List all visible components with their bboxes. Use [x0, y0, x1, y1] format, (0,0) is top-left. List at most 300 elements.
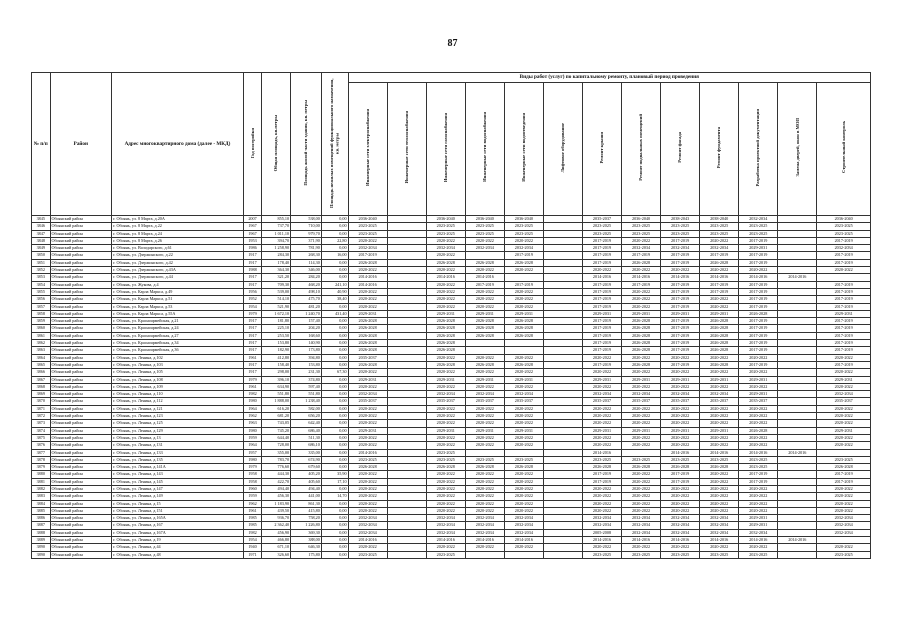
- cell-work-period: 2029-2031: [739, 245, 778, 252]
- cell-work-period: 2020-2022: [817, 383, 871, 390]
- cell-no: 3886: [32, 515, 51, 522]
- cell-work-period: 2020-2022: [817, 434, 871, 441]
- cell-work-period: 2017-2019: [582, 471, 621, 478]
- cell-no: 3855: [32, 288, 51, 295]
- cell-work-period: [387, 398, 426, 405]
- cell-no: 3877: [32, 449, 51, 456]
- cell-no: 3848: [32, 237, 51, 244]
- cell-work-period: 2026-2028: [622, 259, 661, 266]
- cell-work-period: 2026-2028: [700, 325, 739, 332]
- cell-work-period: [543, 216, 582, 223]
- cell-work-period: [387, 405, 426, 412]
- cell-address: г. Обоянь, ул. Дзержинского, д.43А: [112, 267, 244, 274]
- cell-district: Обоянский район: [50, 442, 112, 449]
- cell-year: 1954: [243, 303, 262, 310]
- cell-work-period: [543, 544, 582, 551]
- cell-district: Обоянский район: [50, 325, 112, 332]
- cell-nonliving-area: 0,00: [321, 230, 348, 237]
- cell-work-period: 2020-2022: [582, 493, 621, 500]
- cell-work-period: 2035-2037: [348, 354, 387, 361]
- cell-work-period: 2017-2019: [661, 340, 700, 347]
- cell-total-area: 728,00: [262, 442, 291, 449]
- cell-work-period: 2023-2025: [661, 456, 700, 463]
- cell-year: 1917: [243, 332, 262, 339]
- cell-work-period: [543, 449, 582, 456]
- cell-work-period: 2020-2022: [739, 267, 778, 274]
- cell-work-period: [778, 391, 817, 398]
- cell-work-period: 2017-2019: [817, 478, 871, 485]
- cell-work-period: 2020-2022: [426, 405, 465, 412]
- cell-work-period: 2020-2022: [465, 507, 504, 514]
- cell-work-period: 2032-2034: [700, 522, 739, 529]
- cell-nonliving-area: 0,00: [321, 398, 348, 405]
- cell-total-area: 776,60: [262, 464, 291, 471]
- table-row: [32, 230, 871, 237]
- cell-work-period: [387, 318, 426, 325]
- cell-district: Обоянский район: [50, 216, 112, 223]
- cell-work-period: 2020-2022: [426, 237, 465, 244]
- cell-work-period: 2020-2022: [348, 544, 387, 551]
- cell-work-period: 2032-2034: [504, 529, 543, 536]
- cell-district: Обоянский район: [50, 493, 112, 500]
- cell-address: г. Обоянь, ул. Ленина, д.145: [112, 478, 244, 485]
- cell-no: 3859: [32, 318, 51, 325]
- cell-work-period: [465, 347, 504, 354]
- cell-year: 1961: [243, 383, 262, 390]
- cell-work-period: [543, 515, 582, 522]
- cell-living-area: 140,90: [291, 340, 322, 347]
- cell-living-area: 642,40: [291, 420, 322, 427]
- cell-work-period: 2026-2028: [504, 259, 543, 266]
- cell-work-period: 2023-2025: [739, 456, 778, 463]
- cell-nonliving-area: 0,00: [321, 245, 348, 252]
- cell-address: г. Обоянь, ул. 8 Марта, д.26: [112, 237, 244, 244]
- cell-work-period: [543, 325, 582, 332]
- cell-living-area: 268,30: [291, 252, 322, 259]
- cell-work-period: [778, 288, 817, 295]
- table-row: [32, 274, 871, 281]
- cell-work-period: 2026-2028: [426, 361, 465, 368]
- cell-work-period: 2029-2031: [504, 310, 543, 317]
- cell-no: 3856: [32, 296, 51, 303]
- cell-district: Обоянский район: [50, 340, 112, 347]
- cell-work-period: 2020-2022: [348, 288, 387, 295]
- cell-work-period: 2020-2022: [700, 383, 739, 390]
- cell-work-period: 2017-2019: [739, 259, 778, 266]
- cell-total-area: 321,20: [262, 274, 291, 281]
- header-no: № п/п: [32, 73, 51, 216]
- cell-work-period: [543, 354, 582, 361]
- cell-work-period: 2036-2040: [622, 216, 661, 223]
- cell-work-period: 2020-2022: [465, 434, 504, 441]
- cell-no: 3876: [32, 442, 51, 449]
- cell-work-period: 2026-2028: [622, 325, 661, 332]
- cell-address: г. Обоянь, ул. Ленина, д.147: [112, 485, 244, 492]
- cell-work-period: 2026-2028: [504, 464, 543, 471]
- cell-work-period: 2029-2031: [700, 376, 739, 383]
- cell-address: г. Обоянь, ул. Ленина, д.103: [112, 361, 244, 368]
- cell-nonliving-area: 0,00: [321, 427, 348, 434]
- header-address: Адрес многоквартирного дома (далее - МКД): [112, 73, 244, 216]
- cell-no: 3865: [32, 361, 51, 368]
- cell-work-period: 2020-2022: [504, 296, 543, 303]
- cell-district: Обоянский район: [50, 303, 112, 310]
- cell-year: 1917: [243, 281, 262, 288]
- cell-year: 1979: [243, 310, 262, 317]
- cell-district: Обоянский район: [50, 310, 112, 317]
- header-total-area: Общая площадь, кв.метры: [262, 73, 291, 216]
- cell-work-period: [778, 237, 817, 244]
- cell-work-period: 2017-2019: [817, 281, 871, 288]
- cell-work-period: 2020-2022: [739, 405, 778, 412]
- cell-work-period: 2032-2034: [426, 522, 465, 529]
- cell-work-period: 2014-2016: [778, 537, 817, 544]
- cell-living-area: 175,80: [291, 551, 322, 558]
- cell-total-area: 394,70: [262, 237, 291, 244]
- cell-work-period: [543, 464, 582, 471]
- cell-work-period: 2020-2022: [661, 354, 700, 361]
- cell-year: 1958: [243, 471, 262, 478]
- cell-work-period: [543, 274, 582, 281]
- cell-work-period: 2014-2016: [348, 281, 387, 288]
- cell-year: 1957: [243, 449, 262, 456]
- cell-district: Обоянский район: [50, 485, 112, 492]
- cell-total-area: 743,05: [262, 420, 291, 427]
- cell-work-period: [543, 318, 582, 325]
- header-work-type: Лифтовое оборудование: [543, 83, 582, 216]
- cell-year: 1979: [243, 464, 262, 471]
- cell-district: Обоянский район: [50, 544, 112, 551]
- cell-work-period: 2020-2022: [739, 442, 778, 449]
- cell-no: 3868: [32, 383, 51, 390]
- cell-work-period: [778, 456, 817, 463]
- cell-work-period: 2020-2022: [348, 237, 387, 244]
- cell-address: г. Обоянь, ул. Ленина, д.15: [112, 500, 244, 507]
- cell-district: Обоянский район: [50, 427, 112, 434]
- table-row: [32, 456, 871, 463]
- cell-work-period: 2017-2019: [582, 347, 621, 354]
- cell-total-area: 444,30: [262, 471, 291, 478]
- cell-no: 3863: [32, 347, 51, 354]
- cell-work-period: [387, 288, 426, 295]
- cell-work-period: 2020-2022: [504, 288, 543, 295]
- cell-district: Обоянский район: [50, 274, 112, 281]
- cell-address: г. Обоянь, ул. Ленина, д.48: [112, 551, 244, 558]
- cell-work-period: [387, 537, 426, 544]
- cell-living-area: 861,30: [291, 500, 322, 507]
- table-row: [32, 471, 871, 478]
- cell-work-period: [543, 427, 582, 434]
- cell-work-period: 2032-2034: [582, 391, 621, 398]
- cell-work-period: 2020-2022: [582, 267, 621, 274]
- cell-living-area: 204,20: [291, 325, 322, 332]
- cell-district: Обоянский район: [50, 405, 112, 412]
- cell-living-area: 710,00: [291, 223, 322, 230]
- cell-no: 3867: [32, 376, 51, 383]
- cell-no: 3866: [32, 369, 51, 376]
- table-row: [32, 544, 871, 551]
- cell-no: 3852: [32, 267, 51, 274]
- cell-address: г. Обоянь, ул. Ленина, д.105: [112, 369, 244, 376]
- cell-work-period: [387, 274, 426, 281]
- cell-nonliving-area: 0,00: [321, 464, 348, 471]
- cell-address: г. Обоянь, ул. Ленина, д.133: [112, 449, 244, 456]
- cell-work-period: 2029-2031: [465, 376, 504, 383]
- cell-year: 1959: [243, 493, 262, 500]
- cell-total-area: 681,20: [262, 413, 291, 420]
- cell-district: Обоянский район: [50, 449, 112, 456]
- cell-work-period: 2020-2022: [465, 471, 504, 478]
- cell-work-period: 2020-2022: [582, 442, 621, 449]
- cell-work-period: [465, 340, 504, 347]
- cell-work-period: [543, 303, 582, 310]
- cell-work-period: 2020-2022: [426, 369, 465, 376]
- cell-work-period: 2029-2031: [739, 391, 778, 398]
- cell-district: Обоянский район: [50, 537, 112, 544]
- capital-repair-table: [31, 72, 871, 559]
- table-row: [32, 434, 871, 441]
- cell-work-period: [543, 471, 582, 478]
- cell-total-area: 936,70: [262, 515, 291, 522]
- cell-no: 3873: [32, 420, 51, 427]
- cell-work-period: 2020-2022: [426, 434, 465, 441]
- cell-work-period: 2017-2019: [582, 259, 621, 266]
- cell-work-period: [387, 420, 426, 427]
- cell-address: г. Обоянь, ул. Красноармейская, д.27: [112, 332, 244, 339]
- cell-work-period: 2020-2022: [465, 485, 504, 492]
- cell-work-period: 2017-2019: [582, 245, 621, 252]
- cell-no: 3849: [32, 245, 51, 252]
- cell-work-period: [387, 449, 426, 456]
- table-row: [32, 245, 871, 252]
- cell-work-period: 2020-2022: [700, 237, 739, 244]
- cell-year: 1985: [243, 522, 262, 529]
- cell-work-period: [778, 347, 817, 354]
- cell-work-period: [543, 413, 582, 420]
- cell-no: 3857: [32, 303, 51, 310]
- cell-total-area: 521,90: [262, 303, 291, 310]
- cell-living-area: 781,90: [291, 245, 322, 252]
- cell-district: Обоянский район: [50, 471, 112, 478]
- cell-work-period: 2017-2019: [700, 252, 739, 259]
- cell-work-period: 2014-2016: [739, 274, 778, 281]
- cell-living-area: 371,90: [291, 237, 322, 244]
- cell-work-period: 2026-2028: [426, 340, 465, 347]
- cell-work-period: 2017-2019: [661, 259, 700, 266]
- cell-work-period: [778, 413, 817, 420]
- cell-work-period: 2017-2019: [817, 318, 871, 325]
- table-row: [32, 303, 871, 310]
- cell-work-period: 2017-2019: [817, 471, 871, 478]
- cell-work-period: 2023-2025: [817, 230, 871, 237]
- cell-work-period: [387, 252, 426, 259]
- cell-address: г. Обоянь, ул. Ленина, д.167А: [112, 529, 244, 536]
- cell-work-period: 2026-2028: [348, 340, 387, 347]
- cell-work-period: 2014-2016: [465, 274, 504, 281]
- cell-work-period: [778, 223, 817, 230]
- table-row: [32, 500, 871, 507]
- cell-nonliving-area: 40,90: [321, 288, 348, 295]
- table-row: [32, 485, 871, 492]
- cell-work-period: [543, 551, 582, 558]
- cell-work-period: 2020-2022: [504, 544, 543, 551]
- cell-work-period: 2023-2025: [426, 456, 465, 463]
- cell-work-period: 2032-2034: [504, 522, 543, 529]
- cell-work-period: 2035-2037: [817, 398, 871, 405]
- cell-no: 3874: [32, 427, 51, 434]
- cell-work-period: 2020-2022: [622, 471, 661, 478]
- cell-work-period: 2020-2022: [661, 442, 700, 449]
- cell-work-period: [543, 340, 582, 347]
- cell-work-period: 2020-2022: [700, 493, 739, 500]
- cell-work-period: 2020-2022: [465, 354, 504, 361]
- cell-address: г. Обоянь, ул. Карла Маркса, д.51: [112, 296, 244, 303]
- cell-year: 1962: [243, 500, 262, 507]
- cell-address: г. Обоянь, ул. 8 Марта, д.20А: [112, 216, 244, 223]
- table-header: [32, 73, 871, 216]
- cell-work-period: 2035-2037: [739, 398, 778, 405]
- cell-work-period: 2032-2034: [739, 216, 778, 223]
- cell-work-period: 2032-2034: [661, 522, 700, 529]
- cell-work-period: 2026-2028: [622, 347, 661, 354]
- cell-work-period: [387, 442, 426, 449]
- cell-work-period: [543, 310, 582, 317]
- cell-work-period: 2017-2019: [661, 325, 700, 332]
- cell-work-period: 2017-2019: [817, 288, 871, 295]
- cell-work-period: 2026-2028: [582, 464, 621, 471]
- cell-work-period: 2032-2034: [817, 515, 871, 522]
- cell-address: г. Обоянь, ул. Карла Маркса, д.53: [112, 303, 244, 310]
- cell-work-period: 2020-2022: [465, 544, 504, 551]
- cell-work-period: 2020-2022: [504, 471, 543, 478]
- table-row: [32, 267, 871, 274]
- cell-nonliving-area: 0,00: [321, 413, 348, 420]
- cell-living-area: 168,60: [291, 332, 322, 339]
- table-row: [32, 259, 871, 266]
- cell-living-area: 475,70: [291, 296, 322, 303]
- cell-work-period: 2035-2037: [661, 398, 700, 405]
- cell-nonliving-area: 14,70: [321, 493, 348, 500]
- cell-living-area: 388,00: [291, 537, 322, 544]
- cell-work-period: 2020-2022: [504, 478, 543, 485]
- cell-work-period: 2020-2022: [661, 413, 700, 420]
- cell-work-period: 2020-2022: [465, 493, 504, 500]
- cell-work-period: 2020-2022: [426, 281, 465, 288]
- cell-work-period: 2036-2040: [426, 216, 465, 223]
- cell-total-area: 355,00: [262, 449, 291, 456]
- cell-living-area: 468,20: [291, 281, 322, 288]
- cell-nonliving-area: 0,00: [321, 361, 348, 368]
- cell-work-period: 2017-2019: [622, 281, 661, 288]
- cell-work-period: [778, 551, 817, 558]
- cell-work-period: [778, 259, 817, 266]
- cell-nonliving-area: 17,10: [321, 478, 348, 485]
- cell-work-period: [778, 267, 817, 274]
- cell-work-period: [543, 485, 582, 492]
- cell-living-area: 335,00: [291, 449, 322, 456]
- cell-work-period: [817, 537, 871, 544]
- cell-work-period: 2020-2022: [739, 485, 778, 492]
- cell-work-period: [778, 252, 817, 259]
- cell-district: Обоянский район: [50, 434, 112, 441]
- table-row: [32, 449, 871, 456]
- header-work-type: Инженерные сети водоснабжения: [465, 83, 504, 216]
- cell-work-period: 2017-2019: [700, 281, 739, 288]
- cell-work-period: 2014-2016: [504, 537, 543, 544]
- cell-no: 3850: [32, 252, 51, 259]
- cell-district: Обоянский район: [50, 281, 112, 288]
- cell-work-period: 2035-2037: [700, 398, 739, 405]
- cell-no: 3869: [32, 391, 51, 398]
- cell-work-period: 2029-2031: [582, 310, 621, 317]
- cell-work-period: 2026-2028: [504, 318, 543, 325]
- cell-work-period: 2017-2019: [348, 252, 387, 259]
- cell-nonliving-area: 0,00: [321, 383, 348, 390]
- cell-work-period: 2023-2025: [739, 551, 778, 558]
- cell-living-area: 498,10: [291, 288, 322, 295]
- cell-living-area: 511,30: [291, 434, 322, 441]
- cell-work-period: 2020-2022: [465, 500, 504, 507]
- cell-work-period: [387, 347, 426, 354]
- table-row: [32, 442, 871, 449]
- table-row: [32, 223, 871, 230]
- cell-total-area: 181,80: [262, 318, 291, 325]
- cell-year: 1958: [243, 478, 262, 485]
- cell-nonliving-area: 431,40: [321, 310, 348, 317]
- cell-work-period: [543, 456, 582, 463]
- cell-work-period: 2023-2025: [817, 456, 871, 463]
- cell-work-period: 2026-2028: [700, 464, 739, 471]
- table-row: [32, 478, 871, 485]
- cell-work-period: 2032-2034: [348, 529, 387, 536]
- cell-work-period: 2017-2019: [817, 361, 871, 368]
- cell-work-period: [778, 245, 817, 252]
- cell-work-period: 2036-2040: [465, 216, 504, 223]
- cell-year: 1961: [243, 507, 262, 514]
- cell-year: 1961: [243, 354, 262, 361]
- cell-work-period: 2023-2025: [465, 223, 504, 230]
- cell-total-area: 456,30: [262, 493, 291, 500]
- cell-work-period: [543, 522, 582, 529]
- table-row: [32, 376, 871, 383]
- cell-work-period: 2032-2034: [465, 522, 504, 529]
- cell-work-period: [465, 252, 504, 259]
- cell-living-area: 597,40: [291, 383, 322, 390]
- cell-address: г. Обоянь, ул. Ленина, д.112: [112, 398, 244, 405]
- cell-total-area: 1 011,10: [262, 230, 291, 237]
- cell-work-period: [387, 493, 426, 500]
- cell-work-period: 2020-2022: [739, 420, 778, 427]
- cell-work-period: 2014-2016: [661, 274, 700, 281]
- cell-work-period: [543, 507, 582, 514]
- cell-work-period: 2020-2022: [426, 267, 465, 274]
- table-row: [32, 537, 871, 544]
- cell-address: г. Обоянь, ул. Дзержинского, д.22: [112, 252, 244, 259]
- cell-work-period: 2014-2016: [739, 449, 778, 456]
- header-work-type: Ремонт фундамента: [700, 83, 739, 216]
- cell-work-period: 2023-2025: [426, 551, 465, 558]
- cell-work-period: 2020-2022: [739, 369, 778, 376]
- cell-work-period: [387, 551, 426, 558]
- cell-nonliving-area: 22,80: [321, 237, 348, 244]
- table-row: [32, 296, 871, 303]
- cell-work-period: 2020-2022: [582, 544, 621, 551]
- cell-work-period: 2029-2031: [700, 310, 739, 317]
- cell-work-period: 2020-2022: [622, 303, 661, 310]
- cell-work-period: [543, 245, 582, 252]
- cell-work-period: 2014-2016: [348, 449, 387, 456]
- cell-living-area: 551,80: [291, 391, 322, 398]
